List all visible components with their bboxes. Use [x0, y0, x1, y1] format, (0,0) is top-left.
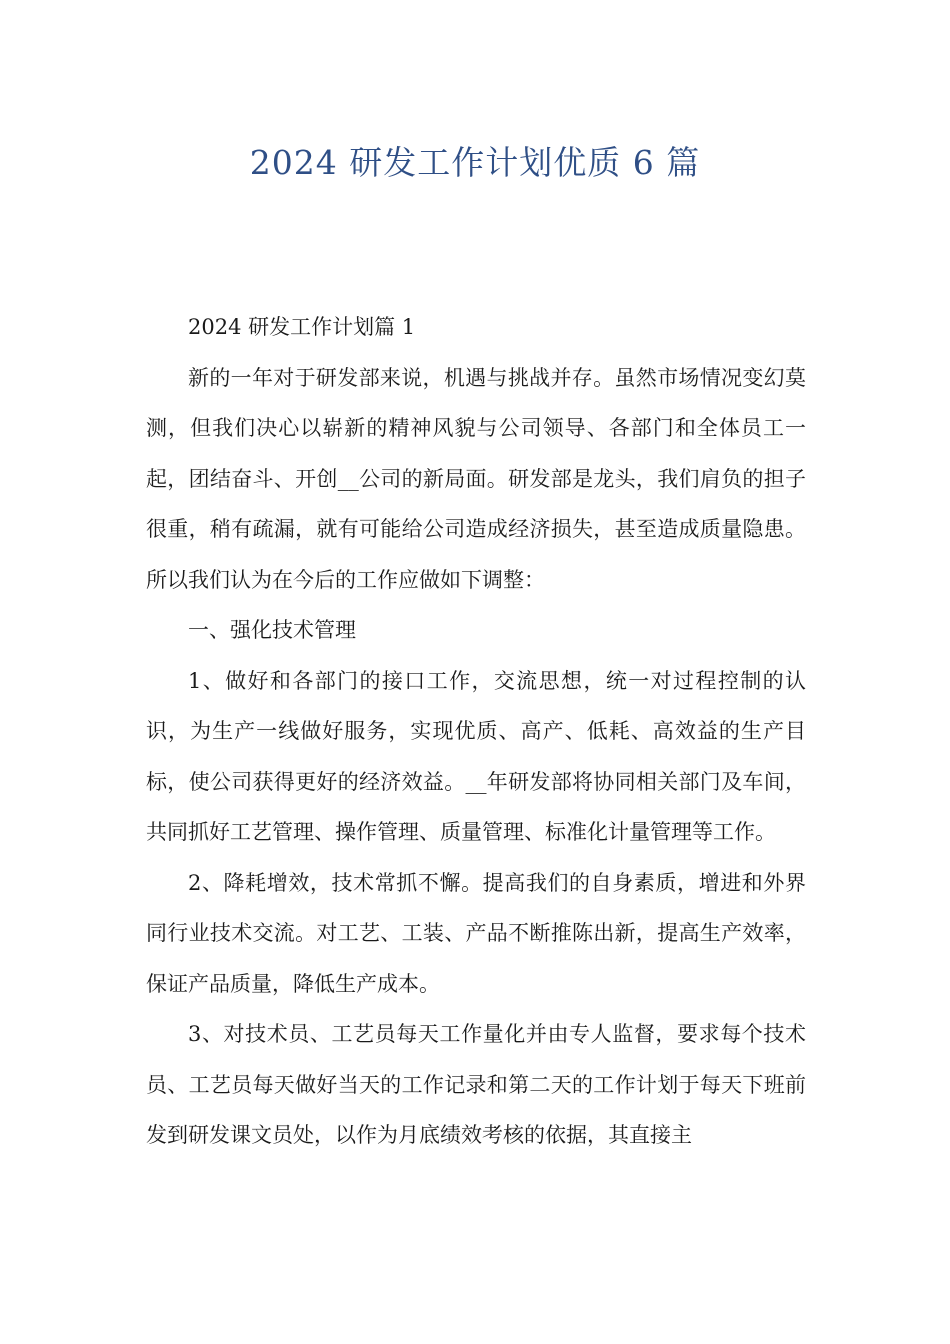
paragraph-intro: 新的一年对于研发部来说，机遇与挑战并存。虽然市场情况变幻莫测，但我们决心以崭新的精神风貌与公司领导、各部门和全体员工一起，团结奋斗、开创__公司的新局面。研发部是龙头，我们肩负的担子很重，稍有疏漏，就有可能给公司造成经济损失，甚至造成质量隐患。所以我们认为在今后的工作应做如下调整： [146, 365, 806, 592]
section-heading: 2024 研发工作计划篇 1 [188, 315, 416, 339]
subheading-tech-management: 一、强化技术管理 [188, 618, 356, 642]
paragraph-item-3: 3、对技术员、工艺员每天工作量化并由专人监督，要求每个技术员、工艺员每天做好当天的工作记录和第二天的工作计划于每天下班前发到研发课文员处，以作为月底绩效考核的依据，其直接主 [146, 1022, 806, 1147]
paragraph-item-2: 2、降耗增效，技术常抓不懈。提高我们的自身素质，增进和外界同行业技术交流。对工艺、工装、产品不断推陈出新，提高生产效率，保证产品质量，降低生产成本。 [146, 870, 806, 996]
document-body [146, 302, 806, 1161]
paragraph-item-1: 1、做好和各部门的接口工作，交流思想，统一对过程控制的认识，为生产一线做好服务，实现优质、高产、低耗、高效益的生产目标，使公司获得更好的经济效益。__年研发部将协同相关部门及车间，共同抓好工艺管理、操作管理、质量管理、标准化计量管理等工作。 [146, 668, 806, 844]
document-title: 2024 研发工作计划优质 6 篇 [249, 143, 701, 182]
